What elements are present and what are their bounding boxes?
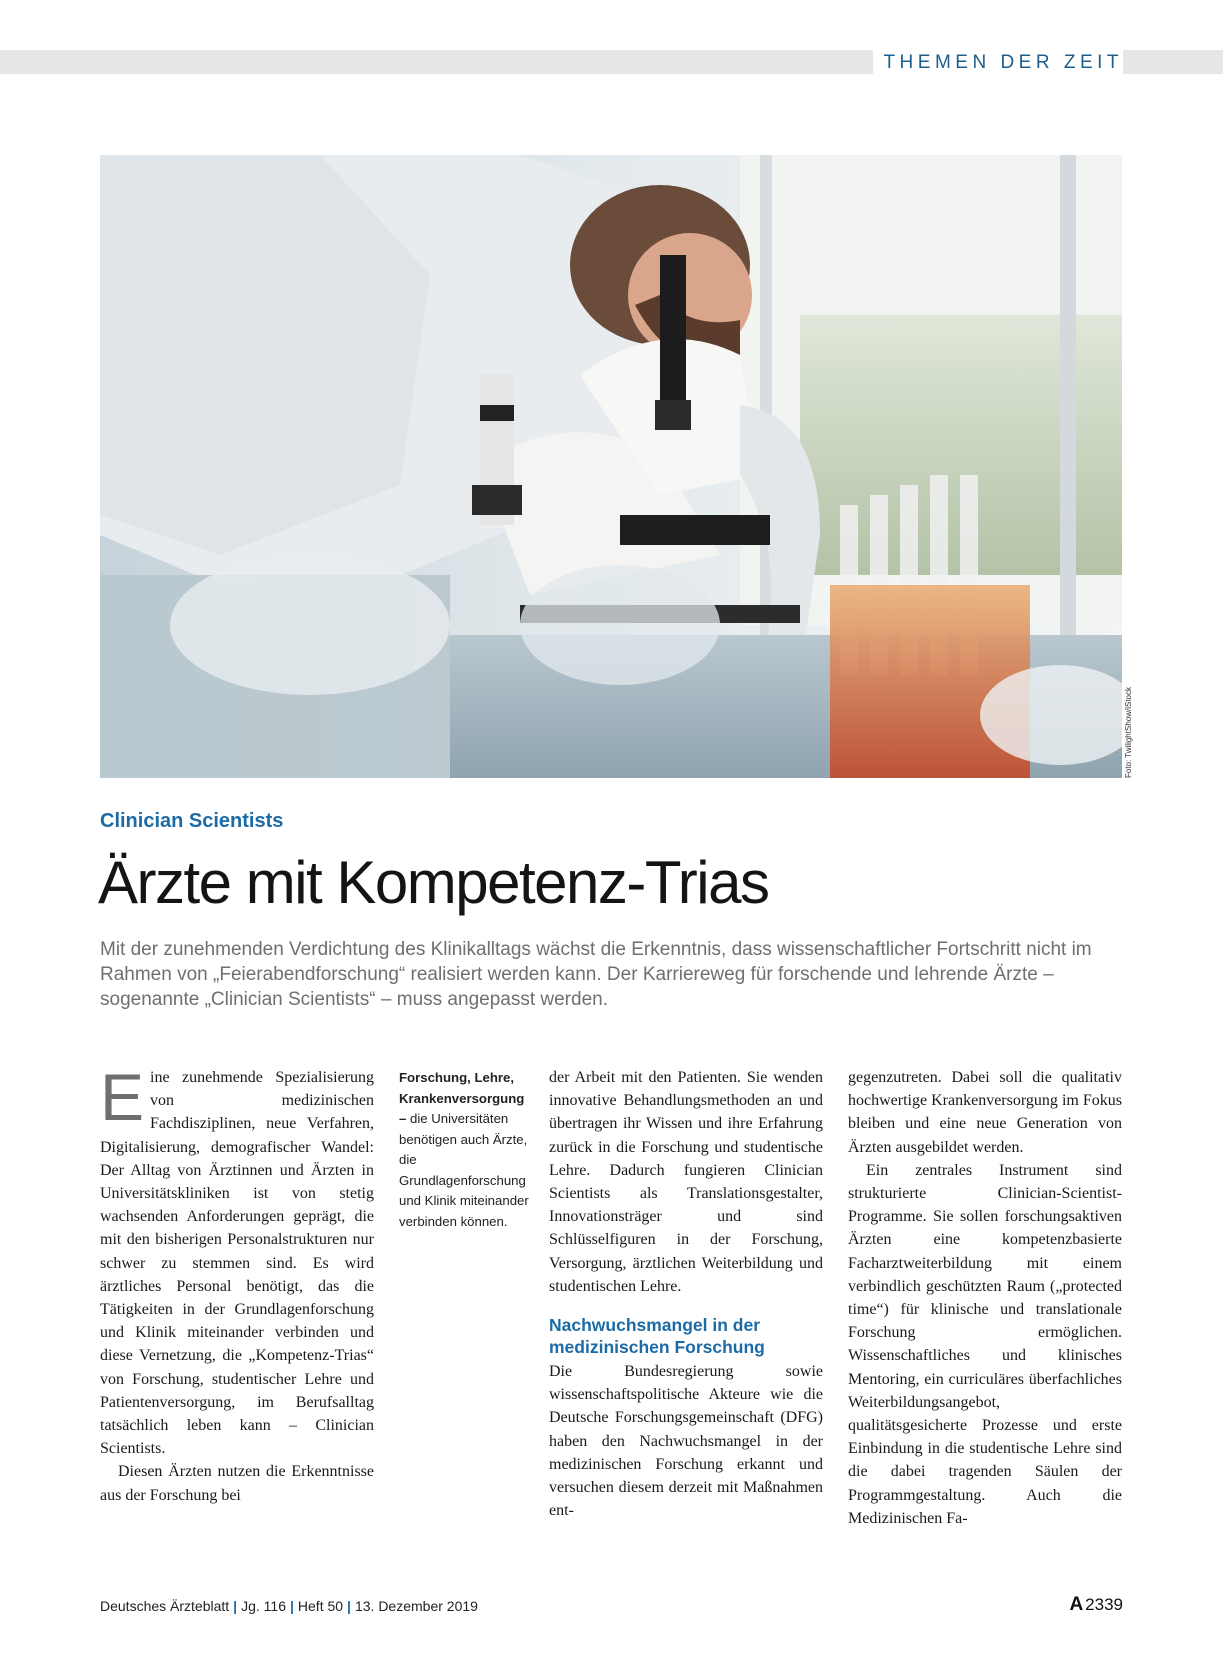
paragraph: gegenzutreten. Dabei soll die qualitativ hochwertige Krankenversorgung im Fokus bleiben und eine neue Generation von Ärzten ausgebildet werden.: [848, 1069, 1122, 1156]
article-lead: Mit der zunehmenden Verdichtung des Klinikalltags wächst die Erkenntnis, dass wissenschaftlicher Fortschritt nicht im Rahmen von „Feierabendforschung“ realisiert werden kann. Der Karriereweg für forschende und lehrende Ärzte – sogenannte „Clinician Scientists“ – muss angepasst werden.: [100, 939, 1092, 1010]
journal-name: Deutsches Ärzteblatt: [100, 1598, 230, 1614]
microscope-lab-photo: [100, 155, 1122, 778]
article-title: Ärzte mit Kompetenz-Trias: [98, 849, 769, 916]
separator: |: [233, 1598, 238, 1614]
separator: |: [289, 1598, 294, 1614]
paragraph: der Arbeit mit den Patienten. Sie wenden innovative Behandlungsmethoden an und übertragen ihr Wissen und ihre Erfahrung zurück in die Forschung und studentische Lehre. Dadurch fungieren Clinician Scientists als Translationsgestalter, Innovationsträger und sind Schlüsselfiguren in der Forschung, Versorgung, ärztlichen Weiterbildung und studentischen Lehre.: [549, 1069, 823, 1295]
column-3: [549, 1066, 823, 1522]
hero-photo: [100, 155, 1122, 778]
photo-caption: [399, 1068, 529, 1232]
paragraph: ine zunehmende Spezialisierung von medizinischen Fachdisziplinen, neue Verfahren, Digitalisierung, demografischer Wandel: Der Alltag von Ärztinnen und Ärzten in Universitätskliniken ist von stetig wachsenden Anforderungen geprägt, die mit den bisherigen Personalstrukturen nur schwer zu stemmen sind. Es wird ärztliches Personal benötigt, das die Tätigkeiten in der Grundlagenforschung und Klinik miteinander verbinden und diese Vernetzung, die „Kompetenz-Trias“ von Forschung, studentischer Lehre und Patientenversorgung, im Berufsalltag tatsächlich leben kann – Clinician Scientists.: [100, 1069, 374, 1458]
subheading: Nachwuchsmangel in der medizinischen Forschung: [549, 1315, 765, 1358]
drop-cap: E: [100, 1060, 145, 1134]
page-number-value: 2339: [1085, 1595, 1123, 1614]
issue: Heft 50: [297, 1598, 344, 1614]
article-kicker: Clinician Scientists: [100, 810, 284, 832]
footer-citation: [100, 1598, 478, 1614]
issue-date: 13. Dezember 2019: [354, 1598, 478, 1614]
caption-bold: Forschung, Lehre, Krankenversorgung –: [399, 1070, 525, 1126]
page-number: [1069, 1594, 1123, 1616]
paragraph: Die Bundesregierung sowie wissenschaftspolitische Akteure wie die Deutsche Forschungsgemeinschaft (DFG) haben den Nachwuchsmangel in der medizinischen Forschung erkannt und versuchen diesem derzeit mit Maßnahmen ent-: [549, 1363, 823, 1520]
paragraph: Diesen Ärzten nutzen die Erkenntnisse aus der Forschung bei: [100, 1463, 374, 1504]
paragraph: Ein zentrales Instrument sind strukturierte Clinician-Scientist-Programme. Sie sollen forschungsaktiven Ärzten eine kompetenzbasierte Facharztweiterbildung mit einem verbindlich geschützten Raum („protected time“) für klinische und translationale Forschung ermöglichen. Wissenschaftliches und klinisches Mentoring, ein curriculäres überfachliches Weiterbildungsangebot, qualitätsgesicherte Prozesse und erste Einbindung in die studentische Lehre sind die dabei tragenden Säulen der Programmgestaltung. Auch die Medizinischen Fa-: [848, 1161, 1122, 1527]
column-4: [848, 1066, 1122, 1530]
section-label: THEMEN DER ZEIT: [873, 50, 1123, 74]
photo-credit: Foto: TwilightShow/iStock: [1124, 686, 1133, 778]
page-prefix: A: [1069, 1594, 1084, 1615]
volume: Jg. 116: [241, 1598, 286, 1614]
separator: |: [347, 1598, 351, 1614]
caption-text: die Universitäten benötigen auch Ärzte, die Grundlagenforschung und Klinik miteinander verbinden können.: [399, 1111, 529, 1229]
column-1: [100, 1060, 374, 1507]
